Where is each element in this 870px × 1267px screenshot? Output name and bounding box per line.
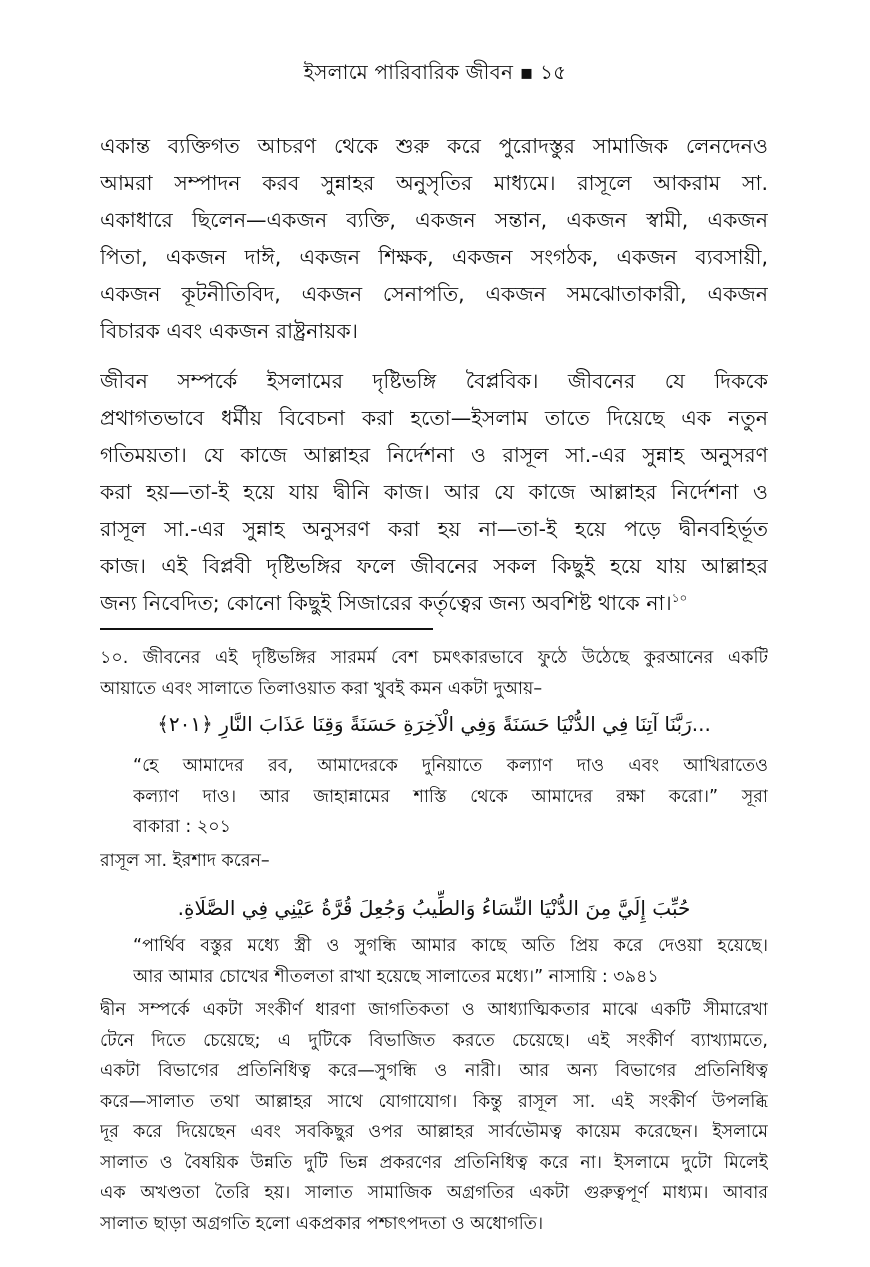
paragraph-1 [100,128,768,350]
footnote-line: দ্বীন সম্পর্কে একটা সংকীর্ণ ধারণা জাগতিকতা ও আধ্যাত্মিকতার মাঝে একটি সীমারেখা [100,1000,768,1020]
footnote-marker: ১০ [671,591,688,606]
footnote-intro [100,643,768,704]
text-line: জন্য নিবেদিত; কোনো কিছুই সিজারের কর্তৃত্বের জন্য অবশিষ্ট থাকে না। [100,591,672,615]
footnote-separator [100,628,433,630]
footnote-line: আর আমার চোখের শীতলতা রাখা হয়েছে সালাতের মধ্যে।” নাসায়ি : ৩৯৪১ [133,966,659,987]
footnote-line: দূর করে দিয়েছেন এবং সবকিছুর ওপর আল্লাহর সার্বভৌমত্ব কায়েম করেছেন। ইসলামে [100,1122,768,1142]
footnote-line: বাকারা : ২০১ [133,817,231,837]
hadith-translation [133,931,768,992]
text-line: রাসূল সা.-এর সুন্নাহ অনুসরণ করা হয় না—তা-ই হয়ে পড়ে দ্বীনবহির্ভূত [100,517,768,541]
footnote-closing [100,995,768,1239]
text-line: কাজ। এই বিপ্লবী দৃষ্টিভঙ্গির ফলে জীবনের সকল কিছুই হয়ে যায় আল্লাহর [100,554,768,578]
text-line: গতিময়তা। যে কাজে আল্লাহর নির্দেশনা ও রাসূল সা.-এর সুন্নাহ অনুসরণ [100,443,768,467]
footnote-line: “হে আমাদের রব, আমাদেরকে দুনিয়াতে কল্যাণ দাও এবং আখিরাতেও [133,756,768,776]
text-line: একজন কূটনীতিবিদ, একজন সেনাপতি, একজন সমঝোতাকারী, একজন [100,282,768,306]
footnote-line: টেনে দিতে চেয়েছে; এ দুটিকে বিভাজিত করতে চেয়েছে। এই সংকীর্ণ ব্যাখ্যামতে, [100,1030,768,1051]
text-line: জীবন সম্পর্কে ইসলামের দৃষ্টিভঙ্গি বৈপ্লবিক। জীবনের যে দিককে [100,369,768,393]
footnote-line: ১০. জীবনের এই দৃষ্টিভঙ্গির সারমর্ম বেশ চমৎকারভাবে ফুঠে উঠেছে কুরআনের একটি [100,648,768,668]
arabic-verse: ...رَبَّنَا آتِنَا فِي الدُّنْيَا حَسَنَةً وَفِي الْآخِرَةِ حَسَنَةً وَقِنَا عَذَابَ النَّارِ ﴿٢٠١﴾ [157,712,711,736]
arabic-hadith: حُبِّبَ إِلَيَّ مِنَ الدُّنْيَا النِّسَاءُ وَالطِّيبُ وَجُعِلَ قُرَّةُ عَيْنِي فِي الصَّلَاةِ. [177,896,691,920]
footnote-line: সালাত ছাড়া অগ্রগতি হলো একপ্রকার পশ্চাৎপদতা ও অধোগতি। [100,1213,544,1234]
footnote-line: রাসূল সা. ইরশাদ করেন– [100,851,270,871]
footnote-line: একটা বিভাগের প্রতিনিধিত্ব করে—সুগন্ধি ও নারী। আর অন্য বিভাগের প্রতিনিধিত্ব [100,1061,768,1081]
paragraph-2 [100,363,768,622]
footnote-line: করে—সালাত তথা আল্লাহর সাথে যোগাযোগ। কিন্তু রাসূল সা. এই সংকীর্ণ উপলব্ধি [100,1091,768,1112]
verse-translation [133,751,768,843]
footnote-line: এক অখণ্ডতা তৈরি হয়। সালাত সামাজিক অগ্রগতির একটা গুরুত্বপূর্ণ মাধ্যম। আবার [100,1183,768,1203]
text-line-last [100,585,768,622]
footnote-line: “পার্থিব বস্তুর মধ্যে স্ত্রী ও সুগন্ধি আমার কাছে অতি প্রিয় করে দেওয়া হয়েছে। [133,936,768,956]
footnote-line: কল্যাণ দাও। আর জাহান্নামের শাস্তি থেকে আমাদের রক্ষা করো।” সূরা [133,786,768,807]
text-line: একান্ত ব্যক্তিগত আচরণ থেকে শুরু করে পুরোদস্তুর সামাজিক লেনদেনও [100,134,768,158]
footnote-line: সালাত ও বৈষয়িক উন্নতি দুটি ভিন্ন প্রকরণের প্রতিনিধিত্ব করে না। ইসলামে দুটো মিলেই [100,1152,768,1173]
footnote-line: আয়াতে এবং সালাতে তিলাওয়াত করা খুবই কমন একটা দুআয়– [100,678,543,699]
text-line: আমরা সম্পাদন করব সুন্নাহর অনুসৃতির মাধ্যমে। রাসূলে আকরাম সা. [100,171,768,195]
text-line: করা হয়—তা-ই হয়ে যায় দ্বীনি কাজ। আর যে কাজে আল্লাহর নির্দেশনা ও [100,480,768,504]
text-line: পিতা, একজন দাঈ, একজন শিক্ষক, একজন সংগঠক, একজন ব্যবসায়ী, [100,245,768,269]
text-line: বিচারক এবং একজন রাষ্ট্রনায়ক। [100,319,359,343]
running-header: ইসলামে পারিবারিক জীবন ▪ ১৫ [303,60,567,84]
hadith-intro [100,846,768,877]
text-line: প্রথাগতভাবে ধর্মীয় বিবেচনা করা হতো—ইসলাম তাতে দিয়েছে এক নতুন [100,406,768,430]
text-line: একাধারে ছিলেন—একজন ব্যক্তি, একজন সন্তান, একজন স্বামী, একজন [100,208,768,232]
